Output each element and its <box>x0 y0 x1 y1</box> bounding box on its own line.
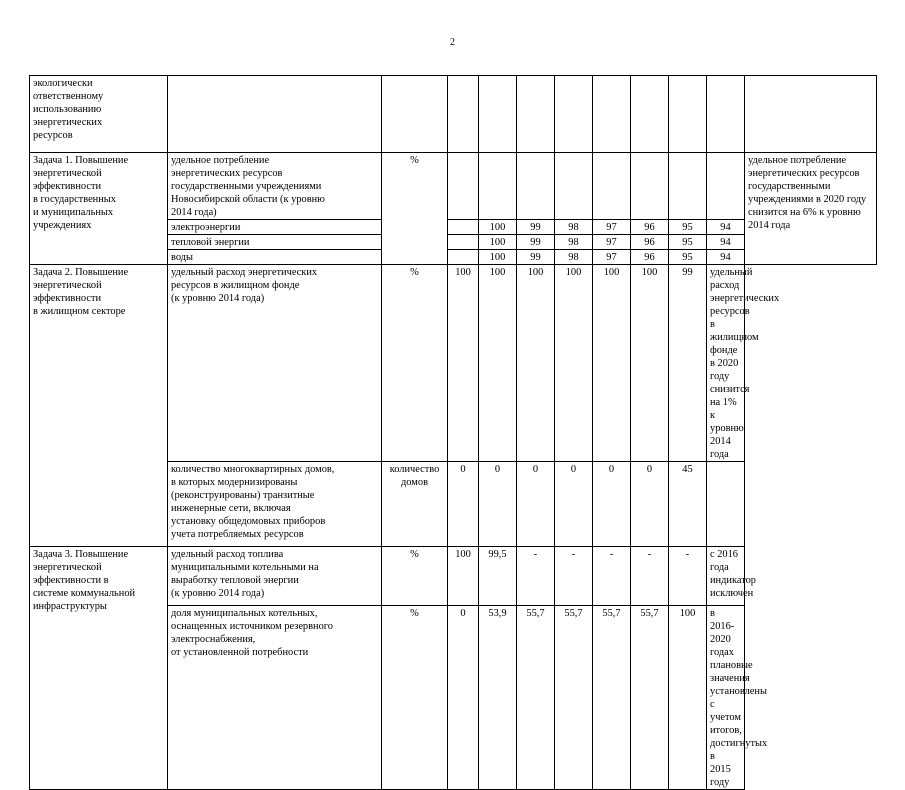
value-cell: 99 <box>517 235 555 250</box>
value-cell: 45 <box>669 462 707 547</box>
note-cell <box>707 462 745 547</box>
value-cell: 94 <box>707 250 745 265</box>
empty-cell <box>593 153 631 220</box>
unit-cell: % <box>382 153 448 265</box>
value-cell: - <box>669 547 707 606</box>
empty-cell <box>631 153 669 220</box>
value-cell: 55,7 <box>631 606 669 790</box>
table-row <box>30 265 877 462</box>
value-cell: 100 <box>448 547 479 606</box>
task-cell: Задача 2. Повышение энергетической эффективности в жилищном секторе <box>30 265 168 547</box>
subindicator-cell: электроэнергии <box>168 220 382 235</box>
value-cell: 100 <box>555 265 593 462</box>
value-cell: 99 <box>517 250 555 265</box>
indicator-cell: удельное потребление энергетических ресурсов государственными учреждениями Новосибирской области (к уровню 2014 года) <box>168 153 382 220</box>
value-cell: 99 <box>517 220 555 235</box>
subindicator-cell: воды <box>168 250 382 265</box>
value-cell: 95 <box>669 220 707 235</box>
value-cell: 94 <box>707 235 745 250</box>
empty-cell <box>707 153 745 220</box>
empty-cell <box>517 76 555 153</box>
indicators-table <box>29 75 877 790</box>
value-cell: - <box>631 547 669 606</box>
value-cell: 0 <box>448 462 479 547</box>
empty-cell <box>707 76 745 153</box>
unit-cell: % <box>382 606 448 790</box>
note-cell: удельное потребление энергетических ресурсов государственными учреждениями в 2020 году снизится на 6% к уровню 2014 года <box>745 153 877 265</box>
value-cell: 55,7 <box>593 606 631 790</box>
value-cell: 55,7 <box>555 606 593 790</box>
value-cell: 100 <box>631 265 669 462</box>
value-cell: 0 <box>517 462 555 547</box>
value-cell: 0 <box>479 462 517 547</box>
value-cell: 53,9 <box>479 606 517 790</box>
value-cell: 99,5 <box>479 547 517 606</box>
unit-cell: % <box>382 265 448 462</box>
table-row <box>30 153 877 220</box>
empty-cell <box>669 153 707 220</box>
value-cell: 0 <box>555 462 593 547</box>
value-cell: 100 <box>669 606 707 790</box>
note-cell: в 2016-2020 годах плановые значения установлены с учетом итогов, достигнутых в 2015 году <box>707 606 745 790</box>
note-cell: с 2016 года индикатор исключен <box>707 547 745 606</box>
page-number: 2 <box>450 37 455 48</box>
value-cell: - <box>517 547 555 606</box>
task-cell: Задача 1. Повышение энергетической эффективности в государственных и муниципальных учреждениях <box>30 153 168 265</box>
value-cell: 94 <box>707 220 745 235</box>
value-cell: 100 <box>479 250 517 265</box>
value-cell: 98 <box>555 220 593 235</box>
value-cell: - <box>555 547 593 606</box>
value-cell: 0 <box>593 462 631 547</box>
value-cell: 100 <box>479 235 517 250</box>
empty-cell <box>479 153 517 220</box>
value-cell: 100 <box>479 265 517 462</box>
goal-cell: экологически ответственному использованию энергетических ресурсов <box>30 76 168 153</box>
empty-cell <box>631 76 669 153</box>
empty-cell <box>448 220 479 235</box>
unit-cell: количество домов <box>382 462 448 547</box>
note-cell: удельный расход энергетических ресурсов в жилищном фонде в 2020 году снизится на 1% к уровню 2014 года <box>707 265 745 462</box>
empty-cell <box>555 76 593 153</box>
value-cell: 96 <box>631 235 669 250</box>
empty-cell <box>669 76 707 153</box>
value-cell: 100 <box>517 265 555 462</box>
table-row <box>30 76 877 153</box>
empty-cell <box>479 76 517 153</box>
value-cell: 98 <box>555 250 593 265</box>
task-cell: Задача 3. Повышение энергетической эффективности в системе коммунальной инфраструктуры <box>30 547 168 790</box>
empty-cell <box>593 76 631 153</box>
unit-cell: % <box>382 547 448 606</box>
table-row <box>30 547 877 606</box>
value-cell: 99 <box>669 265 707 462</box>
value-cell: 100 <box>479 220 517 235</box>
value-cell: 55,7 <box>517 606 555 790</box>
empty-cell <box>382 76 448 153</box>
empty-cell <box>168 76 382 153</box>
value-cell: - <box>593 547 631 606</box>
empty-cell <box>555 153 593 220</box>
value-cell: 98 <box>555 235 593 250</box>
value-cell: 96 <box>631 220 669 235</box>
value-cell: 0 <box>448 606 479 790</box>
value-cell: 96 <box>631 250 669 265</box>
empty-cell <box>517 153 555 220</box>
empty-cell <box>448 250 479 265</box>
value-cell: 95 <box>669 250 707 265</box>
value-cell: 97 <box>593 250 631 265</box>
value-cell: 95 <box>669 235 707 250</box>
empty-cell <box>448 235 479 250</box>
subindicator-cell: тепловой энергии <box>168 235 382 250</box>
empty-cell <box>448 153 479 220</box>
indicator-cell: удельный расход топлива муниципальными котельными на выработку тепловой энергии (к уровню 2014 года) <box>168 547 382 606</box>
indicator-cell: доля муниципальных котельных, оснащенных источником резервного электроснабжения, от установленной потребности <box>168 606 382 790</box>
value-cell: 97 <box>593 235 631 250</box>
empty-cell <box>448 76 479 153</box>
value-cell: 100 <box>593 265 631 462</box>
empty-cell <box>745 76 877 153</box>
value-cell: 100 <box>448 265 479 462</box>
indicator-cell: удельный расход энергетических ресурсов в жилищном фонде (к уровню 2014 года) <box>168 265 382 462</box>
indicator-cell: количество многоквартирных домов, в которых модернизированы (реконструированы) транзитные инженерные сети, включая установку общедомовых приборов учета потребляемых ресурсов <box>168 462 382 547</box>
value-cell: 0 <box>631 462 669 547</box>
value-cell: 97 <box>593 220 631 235</box>
